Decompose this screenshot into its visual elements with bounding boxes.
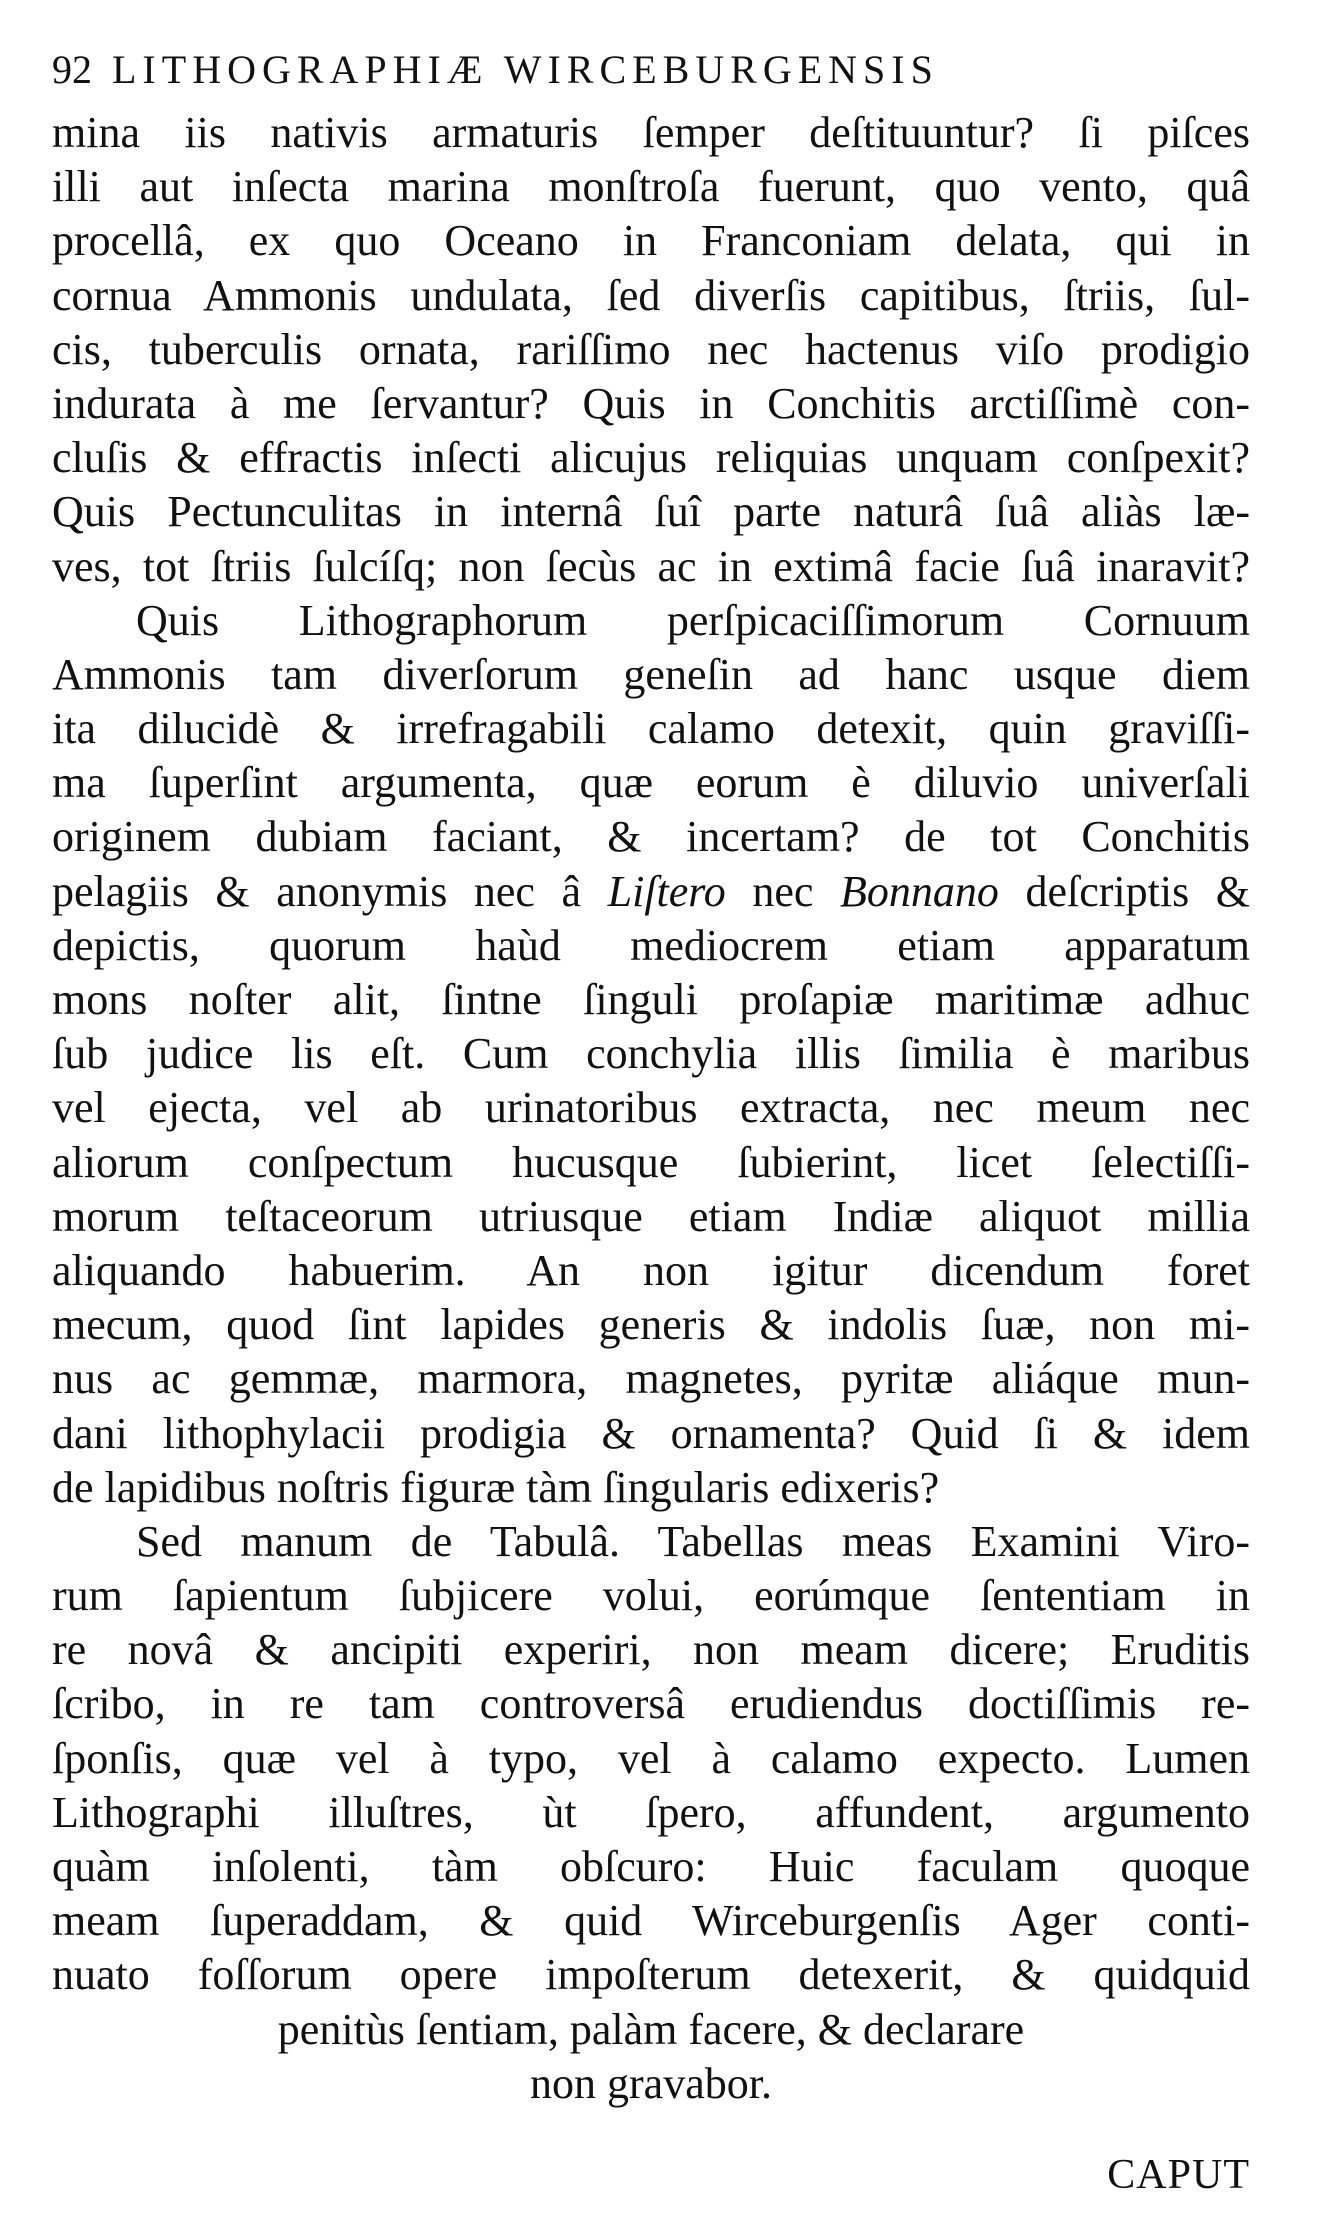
text-line: ſcribo, in re tam controversâ erudiendus doctiſſimis re- [52,1679,1250,1729]
running-title: LITHOGRAPHIÆ WIRCEBURGENSIS [112,47,939,92]
text-line: ita dilucidè & irrefragabili calamo detexit, quin graviſſi- [52,704,1250,754]
text-line: meam ſuperaddam, & quid Wirceburgenſis Ager conti- [52,1896,1250,1946]
text-line: ſponſis, quæ vel à typo, vel à calamo expecto. Lumen [52,1733,1250,1783]
page-number: 92 [52,47,92,92]
text-line: nuato foſſorum opere impoſterum detexerit, & quidquid [52,1950,1250,2000]
text-line: nus ac gemmæ, marmora, magnetes, pyritæ aliáque mun- [52,1354,1250,1404]
text-line-with-italic-names: pelagiis & anonymis nec â Liſtero nec Bonnano deſcriptis & [52,866,1250,916]
text-line: rum ſapientum ſubjicere volui, eorúmque ſententiam in [52,1571,1250,1621]
text-line: de lapidibus noſtris figuræ tàm ſingularis edixeris? [52,1462,940,1512]
text-line: mina iis nativis armaturis ſemper deſtituuntur? ſi piſces [52,108,1250,157]
text-line: cis, tuberculis ornata, rariſſimo nec hactenus viſo prodigio [52,324,1250,374]
running-head [52,40,1252,100]
text-line: mons noſter alit, ſintne ſinguli proſapiæ maritimæ adhuc [52,975,1250,1024]
text-line: ſub judice lis eſt. Cum conchylia illis ſimilia è maribus [52,1029,1250,1079]
catchword: CAPUT [1107,2152,1250,2198]
text-line: cornua Ammonis undulata, ſed diverſis capitibus, ſtriis, ſul- [52,270,1250,320]
text-line: re novâ & ancipiti experiri, non meam dicere; Eruditis [52,1625,1250,1675]
paragraph-start-line: Sed manum de Tabulâ. Tabellas meas Examini Viro- [136,1516,1250,1566]
text-line: mecum, quod ſint lapides generis & indolis ſuæ, non mi- [52,1300,1250,1350]
text-line: aliquando habuerim. An non igitur dicendum foret [52,1245,1250,1295]
paragraph-start-line: Quis Lithographorum perſpicaciſſimorum Cornuum [136,595,1250,645]
text-line: indurata à me ſervantur? Quis in Conchitis arctiſſimè con- [52,378,1250,428]
text-line: aliorum conſpectum hucusque ſubierint, licet ſelectiſſi- [52,1137,1250,1187]
centered-closing-line: non gravabor. [530,2058,772,2108]
text-line: dani lithophylacii prodigia & ornamenta? Quid ſi & idem [52,1408,1250,1458]
text-line: quàm inſolenti, tàm obſcuro: Huic faculam quoque [52,1842,1250,1891]
text-line: ma ſuperſint argumenta, quæ eorum è diluvio univerſali [52,758,1250,808]
text-line: procellâ, ex quo Oceano in Franconiam delata, qui in [52,216,1250,266]
text-line: cluſis & effractis inſecti alicujus reliquias unquam conſpexit? [52,433,1250,483]
text-line: Ammonis tam diverſorum geneſin ad hanc usque diem [52,649,1250,699]
text-line: Quis Pectunculitas in internâ ſuî parte naturâ ſuâ aliàs læ- [52,487,1250,537]
text-line: Lithographi illuſtres, ùt ſpero, affundent, argumento [52,1787,1250,1837]
text-line: depictis, quorum haùd mediocrem etiam apparatum [52,920,1250,970]
centered-closing-line: penitùs ſentiam, palàm facere, & declarare [277,2004,1025,2054]
text-line: ves, tot ſtriis ſulcíſq; non ſecùs ac in extimâ facie ſuâ inaravit? [52,541,1250,591]
text-line: originem dubiam faciant, & incertam? de tot Conchitis [52,812,1250,862]
text-line: morum teſtaceorum utriusque etiam Indiæ aliquot millia [52,1191,1250,1241]
text-line: vel ejecta, vel ab urinatoribus extracta, nec meum nec [52,1083,1250,1133]
text-line: illi aut inſecta marina monſtroſa fuerunt, quo vento, quâ [52,162,1250,212]
body-text [52,106,1250,2111]
